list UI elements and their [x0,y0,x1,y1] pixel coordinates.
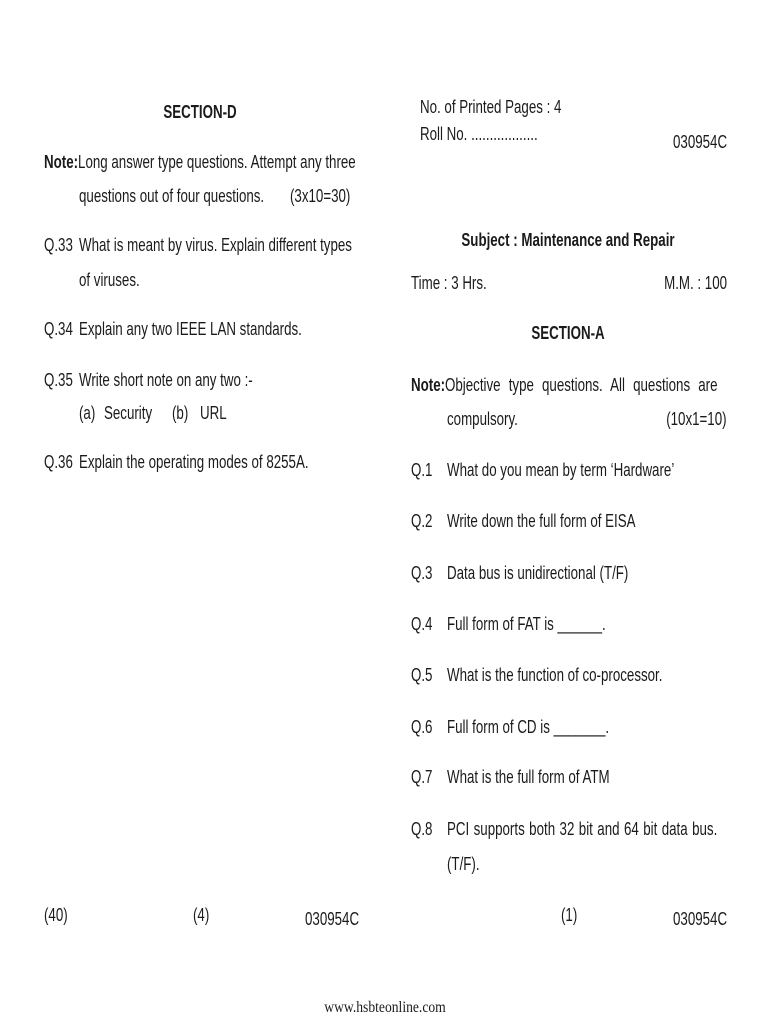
question-number: Q.5 [411,665,433,685]
footer-marker: (40) [44,905,68,925]
question-number: Q.2 [411,511,433,531]
question-text: Explain the operating modes of 8255A. [79,452,309,472]
question-number: Q.35 [44,370,73,390]
question-text: What is meant by virus. Explain different types [79,235,352,255]
note-text: Objective type questions. All questions are [445,375,718,395]
question-number: Q.33 [44,235,73,255]
section-d-note-line2: questions out of four questions. [79,186,265,206]
question-number: Q.8 [411,819,433,839]
question-text: Write short note on any two :- [79,370,253,390]
question-text-continued: of viruses. [79,270,140,290]
question-number: Q.1 [411,460,433,480]
section-a-note [411,374,718,396]
option-text: Security [104,403,153,423]
printed-pages: No. of Printed Pages : 4 [420,97,562,117]
question-text: Data bus is unidirectional (T/F) [447,563,629,583]
question-number: Q.7 [411,767,433,787]
option-label: (b) [172,403,189,423]
section-a-marks: (10x1=10) [666,409,727,429]
question-number: Q.34 [44,319,73,339]
question-number: Q.4 [411,614,433,634]
question-text: Full form of FAT is ______. [447,614,606,634]
question-text: Full form of CD is _______. [447,717,610,737]
option-text: URL [200,403,227,423]
note-label: Note: [411,375,446,395]
question-text: What is the function of co-processor. [447,665,663,685]
footer-page-number: (1) [561,905,578,925]
roll-number: Roll No. .................. [420,124,538,144]
footer-paper-code: 030954C [305,909,360,929]
section-a-title: SECTION-A [531,323,605,343]
paper-code: 030954C [672,132,727,152]
section-d-title: SECTION-D [163,102,237,122]
question-number: Q.3 [411,563,433,583]
max-marks: M.M. : 100 [664,273,727,293]
subject-title: Subject : Maintenance and Repair [461,230,675,250]
section-a-note-line2: compulsory. [447,409,518,429]
section-d-marks: (3x10=30) [290,186,351,206]
question-text: What is the full form of ATM [447,767,610,787]
question-text: What do you mean by term ‘Hardware’ [447,460,675,480]
note-label: Note: [44,152,79,172]
question-number: Q.6 [411,717,433,737]
question-text: Explain any two IEEE LAN standards. [79,319,302,339]
footer-page-number: (4) [193,905,210,925]
question-text: Write down the full form of EISA [447,511,636,531]
question-text: PCI supports both 32 bit and 64 bit data bus. [447,819,718,839]
exam-time: Time : 3 Hrs. [411,273,487,293]
option-label: (a) [79,403,96,423]
note-text: Long answer type questions. Attempt any three [78,152,356,172]
question-number: Q.36 [44,452,73,472]
footer-paper-code: 030954C [672,909,727,929]
website-credit: www.hsbteonline.com [324,999,446,1016]
section-d-note [44,151,356,173]
question-text-continued: (T/F). [447,854,480,874]
